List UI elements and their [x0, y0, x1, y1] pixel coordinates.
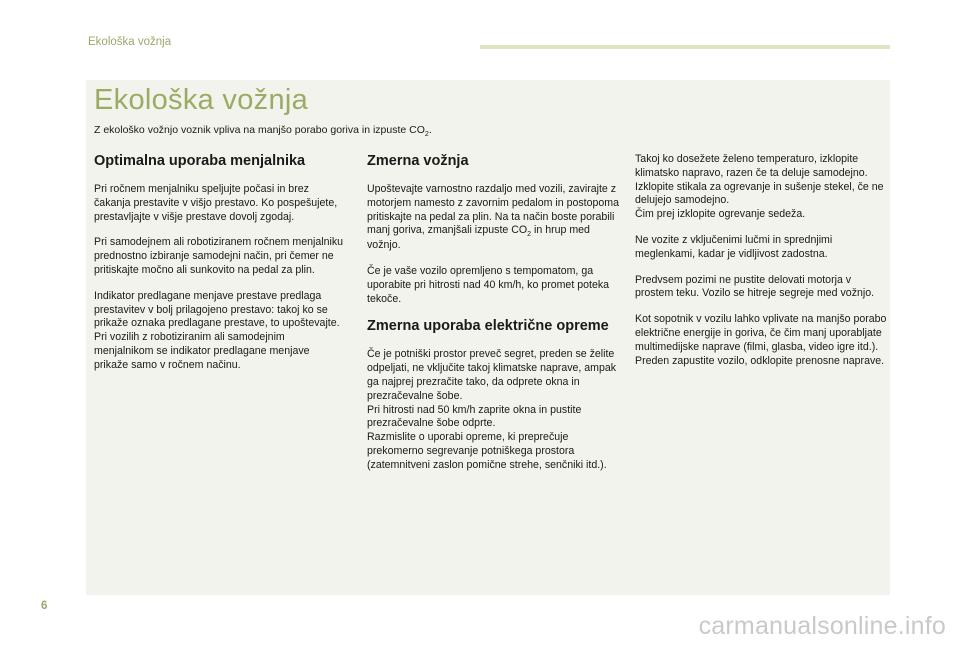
- section-heading-gearbox: Optimalna uporaba menjalnika: [94, 153, 306, 169]
- paragraph: Predvsem pozimi ne pustite delovati motorja v prostem teku. Vozilo se hitreje segreje med vožnjo.: [635, 273, 875, 300]
- header-rule: [480, 45, 890, 49]
- column-2: [367, 153, 619, 485]
- paragraph: Če je potniški prostor preveč segret, preden se želite odpeljati, ne vključite takoj klimatske naprave, ampak ga najprej prezračite tako, da odprete okna in prezračevalne šobe. Pri hitrosti nad 50 km/h zaprite okna in pustite prezračevalne šobe odprte. Razmislite o uporabi opreme, ki preprečuje prekomerno segrevanje potniškega prostora (zatemnitveni zaslon pomične strehe, senčniki itd.).: [367, 348, 617, 471]
- paragraph: Upoštevajte varnostno razdaljo med vozili, zavirajte z motorjem namesto z zavornim pedalom in postopoma pritiskajte na pedal za plin. Na ta način boste porabili manj goriva, zmanjšali izpuste $CO_2$ in hrup med vožnjo.: [367, 183, 620, 252]
- paragraph: Indikator predlagane menjave prestave predlaga prestavitev v bolj prilagojeno prestavo: takoj ko se prikaže oznaka predlagane prestave, to upoštevajte. Pri vozilih z robotiziranim ali samodejnim menjalnikom se indikator predlagane menjave prikaže samo v ročnem načinu.: [94, 289, 340, 371]
- paragraph: Pri samodejnem ali robotiziranem ročnem menjalniku prednostno izbiranje samodejni način, pri čemer ne pritiskajte močno ali sunkovito na pedal za plin.: [94, 236, 344, 276]
- paragraph: Takoj ko dosežete želeno temperaturo, izklopite klimatsko napravo, razen če ta deluje samodejno. Izklopite stikala za ogrevanje in sušenje stekel, če ne delujejo samodejno. Čim prej izklopite ogrevanje sedeža.: [635, 153, 884, 221]
- intro-text: Z ekološko vožnjo voznik vpliva na manjšo porabo goriva in izpuste $CO_2$.: [94, 124, 432, 138]
- running-header: Ekološka vožnja: [88, 36, 172, 48]
- column-1: [94, 153, 346, 385]
- page-title: Ekološka vožnja: [94, 84, 309, 116]
- page-number: 6: [41, 600, 48, 612]
- column-3: [635, 153, 887, 380]
- section-heading-moderate-driving: Zmerna vožnja: [367, 153, 469, 169]
- paragraph: Pri ročnem menjalniku speljujte počasi in brez čakanja prestavite v višjo prestavo. Ko pospešujete, prestavljajte v višje prestave dovolj zgodaj.: [94, 183, 338, 223]
- paragraph: Če je vaše vozilo opremljeno s tempomatom, ga uporabite pri hitrosti nad 40 km/h, ko promet poteka tekoče.: [367, 264, 610, 305]
- paragraph: Kot sopotnik v vozilu lahko vplivate na manjšo porabo električne energije in goriva, če čim manj uporabljate multimedijske naprave (filmi, glasba, video igre itd.). Preden zapustite vozilo, odklopite prenosne naprave.: [635, 313, 887, 367]
- section-heading-electrical: Zmerna uporaba električne opreme: [367, 318, 609, 335]
- paragraph: Ne vozite z vključenimi lučmi in sprednjimi meglenkami, kadar je vidljivost zadostna.: [635, 233, 833, 260]
- watermark: carmanualsonline.info: [698, 612, 946, 640]
